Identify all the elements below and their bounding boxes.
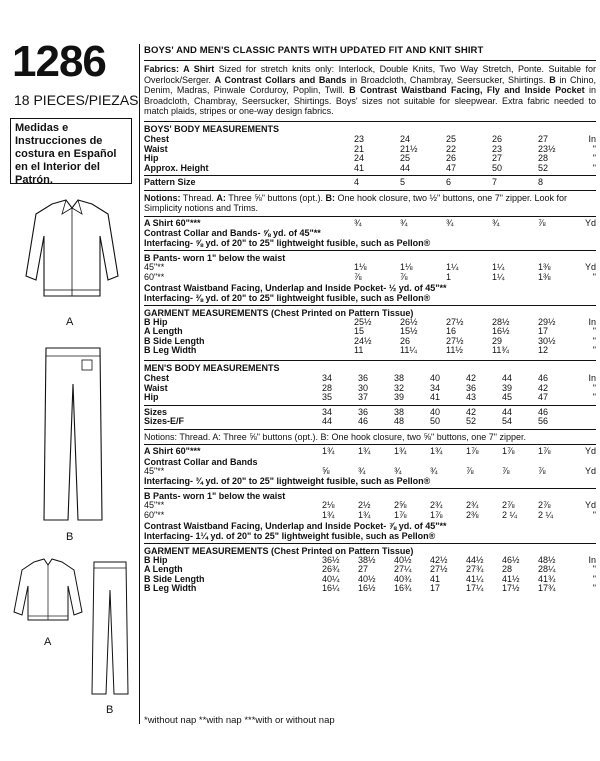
mens-pants-contrast: Contrast Waistband Facing, Underlap and Inside Pocket- ⅞ yd. of 45"** xyxy=(144,520,447,531)
table-cell: 34 xyxy=(322,406,333,417)
table-cell: 24 xyxy=(354,153,365,164)
table-cell: 24 xyxy=(400,133,411,144)
table-cell: 26½ xyxy=(400,316,418,327)
table-cell: 39 xyxy=(502,382,513,393)
boys-pants-table xyxy=(144,263,596,282)
table-cell: 17¾ xyxy=(538,583,556,594)
table-row xyxy=(144,164,596,174)
unit-cell xyxy=(584,178,596,188)
unit-cell: " xyxy=(592,162,596,173)
unit-cell: " xyxy=(592,335,596,346)
table-cell: 27½ xyxy=(446,335,464,346)
unit-cell: Yd xyxy=(584,262,596,273)
table-cell: ⅝ xyxy=(322,465,330,476)
table-cell: 17 xyxy=(430,583,441,594)
table-cell: 28 xyxy=(502,564,513,575)
table-cell: 27 xyxy=(492,153,503,164)
table-cell: 29 xyxy=(492,335,503,346)
unit-cell: " xyxy=(592,392,596,403)
table-cell: 41½ xyxy=(502,573,520,584)
table-cell: 2 ¼ xyxy=(502,510,518,521)
table-cell: 29½ xyxy=(538,316,556,327)
table-cell: 27¾ xyxy=(466,564,484,575)
table-row xyxy=(144,135,596,145)
pattern-title: BOYS' AND MEN'S CLASSIC PANTS WITH UPDATED FIT AND KNIT SHIRT xyxy=(144,44,596,61)
row-label: 60"** xyxy=(144,510,165,521)
mens-pants-interfacing: Interfacing- 1¼ yd. of 20" to 25" lightweight fusible, such as Pellon® xyxy=(144,530,436,541)
boys-pants-heading: B Pants- worn 1" below the waist xyxy=(144,253,286,264)
table-cell: 1¼ xyxy=(492,271,505,282)
table-row xyxy=(144,408,596,418)
mens-section xyxy=(144,360,596,594)
unit-cell: " xyxy=(592,573,596,584)
table-cell: 34 xyxy=(430,382,441,393)
rule xyxy=(144,250,596,251)
table-cell: 2¾ xyxy=(430,500,443,511)
info-column xyxy=(144,44,596,594)
table-row xyxy=(144,178,596,188)
table-cell: 41 xyxy=(430,392,441,403)
table-cell: 11 xyxy=(354,345,364,356)
fabrics-text-3: in Chino, Denim, Madras, Pinwale Corduroy, Poplin, Twill. xyxy=(144,74,596,96)
mens-heading: MEN'S BODY MEASUREMENTS xyxy=(144,362,280,373)
table-cell: 27¼ xyxy=(394,564,412,575)
mens-shirt-table xyxy=(144,447,596,457)
table-cell: 1¾ xyxy=(358,446,371,457)
unit-cell: " xyxy=(592,153,596,164)
table-cell: 46 xyxy=(358,416,369,427)
table-cell: 43 xyxy=(466,392,477,403)
row-label: B Leg Width xyxy=(144,583,197,594)
table-cell: 23½ xyxy=(538,143,556,154)
table-cell: 39 xyxy=(394,392,405,403)
table-cell: 35 xyxy=(322,392,333,403)
table-cell: ⅞ xyxy=(466,465,474,476)
notions-b-label: B: xyxy=(325,192,335,203)
table-cell: 42 xyxy=(538,382,549,393)
table-cell: ⅞ xyxy=(538,217,546,228)
rule xyxy=(144,216,596,217)
table-cell: 28¼ xyxy=(538,564,556,575)
table-cell: ¾ xyxy=(394,465,402,476)
rule xyxy=(144,405,596,406)
table-cell: 23 xyxy=(354,133,365,144)
boys-heading: BOYS' BODY MEASUREMENTS xyxy=(144,123,279,134)
unit-cell: " xyxy=(592,382,596,393)
table-cell: 1¾ xyxy=(322,510,335,521)
fabrics-label: Fabrics: A Shirt xyxy=(144,64,215,74)
mens-contrast-heading: Contrast Collar and Bands xyxy=(144,456,258,467)
table-cell: 40 xyxy=(430,372,441,383)
figure-a-boys-shirt xyxy=(22,196,122,308)
table-cell: 38 xyxy=(394,372,405,383)
row-label: Sizes-E/F xyxy=(144,416,185,427)
footnote: *without nap **with nap ***with or without nap xyxy=(144,715,335,726)
spanish-note-box: Medidas e Instrucciones de costura en Español en el Interior del Patrón. xyxy=(10,118,132,184)
table-cell: 38½ xyxy=(358,554,376,565)
unit-cell: " xyxy=(592,326,596,337)
table-row xyxy=(144,584,596,594)
mens-notions: Notions: Thread. A: Three ⅝" buttons (opt.). B: One hook closure, two ⅝" buttons, one 7" zipper. xyxy=(144,431,526,442)
row-label: Approx. Height xyxy=(144,162,209,173)
table-cell: 15½ xyxy=(400,326,418,337)
unit-cell: " xyxy=(592,510,596,521)
table-cell: ¾ xyxy=(430,465,438,476)
table-cell: 2 ¼ xyxy=(538,510,554,521)
table-cell: 50 xyxy=(430,416,441,427)
table-cell: 25½ xyxy=(354,316,372,327)
row-label: Hip xyxy=(144,153,159,164)
table-cell: 21 xyxy=(354,143,365,154)
row-label: A Shirt 60"*** xyxy=(144,446,201,457)
table-cell: 1⅞ xyxy=(538,446,551,457)
table-cell: 36 xyxy=(358,406,369,417)
table-cell: 17¼ xyxy=(466,583,484,594)
unit-cell: Yd xyxy=(584,465,596,476)
table-cell: ¾ xyxy=(358,465,366,476)
notions-b-text: One hook closure, two ½" buttons, one 7" zipper. Look for Simplicity notions and Trims. xyxy=(144,192,567,214)
boys-size-table xyxy=(144,178,596,188)
table-cell: 16½ xyxy=(358,583,376,594)
table-cell: 38 xyxy=(394,406,405,417)
table-row xyxy=(144,145,596,155)
table-cell: 47 xyxy=(538,392,549,403)
table-row xyxy=(144,417,596,427)
table-cell: 1¾ xyxy=(322,446,335,457)
table-row xyxy=(144,346,596,356)
table-row xyxy=(144,263,596,273)
rule xyxy=(144,444,596,445)
row-label: A Shirt 60"*** xyxy=(144,217,201,228)
table-cell: 36 xyxy=(358,372,369,383)
rule xyxy=(144,305,596,306)
unit-cell: " xyxy=(592,271,596,282)
table-cell: 42 xyxy=(466,372,477,383)
table-cell: 15 xyxy=(354,326,365,337)
row-label: 60"** xyxy=(144,271,165,282)
table-cell: 4 xyxy=(354,177,360,188)
figure-label-a1: A xyxy=(66,316,74,328)
table-cell: 44 xyxy=(502,406,513,417)
table-row xyxy=(144,337,596,347)
table-cell: 22 xyxy=(446,143,457,154)
table-cell: ¾ xyxy=(492,217,500,228)
boys-body-table xyxy=(144,135,596,173)
boys-section xyxy=(144,121,596,356)
table-cell: 40¾ xyxy=(394,573,412,584)
table-cell: 2½ xyxy=(358,500,371,511)
table-cell: 2¾ xyxy=(466,500,479,511)
rule xyxy=(144,190,596,191)
table-row xyxy=(144,556,596,566)
boys-pants-contrast: Contrast Waistband Facing, Underlap and Inside Pocket- ½ yd. of 45"** xyxy=(144,282,447,293)
table-cell: 50 xyxy=(492,162,503,173)
table-cell: 56 xyxy=(538,416,549,427)
boys-pants-interfacing: Interfacing- ⅜ yd. of 20" to 25" lightweight fusible, such as Pellon® xyxy=(144,292,431,303)
table-cell: 1⅞ xyxy=(502,446,515,457)
unit-cell: In xyxy=(588,133,596,144)
table-cell: 40¼ xyxy=(322,573,340,584)
table-row xyxy=(144,467,596,477)
table-cell: 48½ xyxy=(538,554,556,565)
unit-cell: In xyxy=(588,316,596,327)
mens-body-table xyxy=(144,374,596,403)
row-label: B Leg Width xyxy=(144,345,197,356)
table-row xyxy=(144,219,596,229)
table-row xyxy=(144,447,596,457)
mens-size-table xyxy=(144,408,596,427)
table-cell: 48 xyxy=(394,416,405,427)
boys-garment-heading: GARMENT MEASUREMENTS (Chest Printed on Pattern Tissue) xyxy=(144,307,414,318)
mens-garment-heading: GARMENT MEASUREMENTS (Chest Printed on Pattern Tissue) xyxy=(144,545,414,556)
table-cell: 41¾ xyxy=(538,573,556,584)
table-cell: 1⅜ xyxy=(538,262,551,273)
table-cell: 6 xyxy=(446,177,452,188)
fabrics-paragraph xyxy=(144,64,596,117)
table-cell: 21½ xyxy=(400,143,418,154)
fabrics-label-3: B xyxy=(549,74,556,85)
row-label: 45"** xyxy=(144,465,165,476)
table-cell: 46 xyxy=(538,406,549,417)
table-cell: 44 xyxy=(502,372,513,383)
table-cell: 40 xyxy=(430,406,441,417)
fabrics-label-2: A Contrast Collars and Bands xyxy=(214,74,347,85)
table-cell: 26 xyxy=(446,153,457,164)
table-row xyxy=(144,511,596,521)
table-cell: 26¾ xyxy=(322,564,340,575)
row-label: B Hip xyxy=(144,554,168,565)
table-cell: 17½ xyxy=(502,583,520,594)
row-label: 45"** xyxy=(144,500,165,511)
row-label: A Length xyxy=(144,326,183,337)
table-cell: 46 xyxy=(538,372,549,383)
boys-notions xyxy=(144,193,596,214)
table-cell: 17 xyxy=(538,326,549,337)
table-cell: 8 xyxy=(538,177,544,188)
fabrics-label-4: B Contrast Waistband Facing, Fly and Inside Pocket xyxy=(349,85,585,96)
table-cell: 2⅝ xyxy=(394,500,407,511)
figure-label-b2: B xyxy=(106,704,114,716)
mens-garment-table xyxy=(144,556,596,594)
table-cell: 42½ xyxy=(430,554,448,565)
table-cell: 26 xyxy=(400,335,411,346)
table-cell: 11½ xyxy=(446,345,463,356)
notions-text: Thread. xyxy=(180,192,217,203)
table-cell: 54 xyxy=(502,416,513,427)
table-cell: 30½ xyxy=(538,335,556,346)
table-cell: 42 xyxy=(466,406,477,417)
rule xyxy=(144,543,596,544)
table-cell: 7 xyxy=(492,177,498,188)
mens-contrast-table xyxy=(144,467,596,477)
table-cell: 1 xyxy=(446,271,452,282)
table-cell: 2⅛ xyxy=(322,500,335,511)
table-cell: 47 xyxy=(446,162,457,173)
table-cell: 37 xyxy=(358,392,369,403)
table-cell: 16¼ xyxy=(322,583,340,594)
table-cell: 27½ xyxy=(446,316,464,327)
table-cell: 41 xyxy=(354,162,365,173)
row-label: Chest xyxy=(144,133,170,144)
table-cell: 11¼ xyxy=(400,345,417,356)
table-cell: 12 xyxy=(538,345,549,356)
table-cell: ⅞ xyxy=(502,465,510,476)
table-cell: 23 xyxy=(492,143,503,154)
table-cell: 1⅛ xyxy=(354,262,367,273)
row-label: Hip xyxy=(144,392,159,403)
unit-cell: Yd xyxy=(584,446,596,457)
table-cell: 40½ xyxy=(394,554,412,565)
table-cell: 2⅞ xyxy=(538,500,551,511)
unit-cell: " xyxy=(592,345,596,356)
table-cell: 27 xyxy=(538,133,549,144)
table-cell: 1¾ xyxy=(358,510,371,521)
rule xyxy=(144,488,596,489)
unit-cell: In xyxy=(588,554,596,565)
table-cell: ⅞ xyxy=(400,271,408,282)
table-cell: 1⅞ xyxy=(466,446,479,457)
table-cell: 1⅛ xyxy=(400,262,413,273)
pieces-count: 18 PIECES/PIEZAS xyxy=(14,92,139,108)
table-row xyxy=(144,374,596,384)
table-cell: 36 xyxy=(466,382,477,393)
mens-pants-heading: B Pants- worn 1" below the waist xyxy=(144,491,286,502)
table-cell: 28½ xyxy=(492,316,510,327)
table-cell: 44 xyxy=(322,416,333,427)
table-cell: 26 xyxy=(492,133,503,144)
table-cell: 2⅞ xyxy=(502,500,515,511)
fabrics-text-2: in Broadcloth, Chambray, Seersucker, Shirtings. xyxy=(346,74,550,85)
notions-a-label: A: xyxy=(216,192,226,203)
notions-label: Notions: xyxy=(144,192,181,203)
row-label: B Side Length xyxy=(144,573,205,584)
table-row xyxy=(144,384,596,394)
table-row xyxy=(144,318,596,328)
table-cell: 1¾ xyxy=(430,446,443,457)
table-cell: 44½ xyxy=(466,554,484,565)
mens-pants-table xyxy=(144,501,596,520)
table-cell: 46½ xyxy=(502,554,520,565)
figure-label-a2: A xyxy=(44,636,52,648)
figure-a-mens-shirt xyxy=(12,556,84,628)
unit-cell xyxy=(574,417,596,427)
table-cell: 11¾ xyxy=(492,345,509,356)
fabrics-text-1: Sized for stretch knits only: Interlock, Double Knits, Two Way Stretch, Ponte. Suitable for Overlock/Serger. xyxy=(144,64,596,85)
row-label: Chest xyxy=(144,372,170,383)
figure-b-mens-pants xyxy=(90,560,130,696)
table-cell: 52 xyxy=(538,162,549,173)
table-row xyxy=(144,273,596,283)
table-cell: 25 xyxy=(400,153,411,164)
unit-cell: In xyxy=(588,372,596,383)
figure-b-boys-pants xyxy=(38,344,108,524)
row-label: B Hip xyxy=(144,316,168,327)
table-cell: 41 xyxy=(430,573,441,584)
table-cell: ⅞ xyxy=(354,271,362,282)
table-cell: 27 xyxy=(358,564,369,575)
table-cell: 27½ xyxy=(430,564,448,575)
boys-shirt-table xyxy=(144,219,596,229)
unit-cell xyxy=(574,408,596,418)
table-cell: 16½ xyxy=(492,326,510,337)
table-cell: ⅞ xyxy=(538,465,546,476)
table-cell: 52 xyxy=(466,416,477,427)
table-cell: ¾ xyxy=(354,217,362,228)
unit-cell: " xyxy=(592,143,596,154)
table-cell: 44 xyxy=(400,162,411,173)
table-cell: 28 xyxy=(322,382,333,393)
rule xyxy=(144,175,596,176)
divider-line xyxy=(139,44,140,724)
table-cell: 1⅜ xyxy=(538,271,551,282)
row-label: B Side Length xyxy=(144,335,205,346)
table-cell: 40½ xyxy=(358,573,376,584)
figure-label-b1: B xyxy=(66,531,74,543)
table-cell: ¾ xyxy=(446,217,454,228)
table-cell: 34 xyxy=(322,372,333,383)
table-cell: 24½ xyxy=(354,335,372,346)
rule xyxy=(144,429,596,430)
table-cell: 5 xyxy=(400,177,406,188)
row-label: Sizes xyxy=(144,406,168,417)
mens-interfacing: Interfacing- ¾ yd. of 20" to 25" lightweight fusible, such as Pellon® xyxy=(144,476,431,487)
table-cell: 1⅞ xyxy=(394,510,407,521)
table-cell: 30 xyxy=(358,382,369,393)
pattern-number: 1286 xyxy=(12,37,106,86)
row-label: Waist xyxy=(144,382,168,393)
table-cell: ¾ xyxy=(400,217,408,228)
table-cell: 28 xyxy=(538,153,549,164)
row-label: 45"** xyxy=(144,262,165,273)
table-cell: 16¾ xyxy=(394,583,412,594)
boys-interfacing: Interfacing- ⅝ yd. of 20" to 25" lightweight fusible, such as Pellon® xyxy=(144,238,431,249)
table-cell: 25 xyxy=(446,133,457,144)
table-cell: 36½ xyxy=(322,554,340,565)
boys-garment-table xyxy=(144,318,596,356)
table-cell: 41¼ xyxy=(466,573,484,584)
table-cell: 1¼ xyxy=(492,262,505,273)
table-cell: 1⅞ xyxy=(430,510,443,521)
unit-cell: Yd xyxy=(584,500,596,511)
table-cell: 16 xyxy=(446,326,457,337)
table-cell: 2⅜ xyxy=(466,510,479,521)
unit-cell: " xyxy=(592,583,596,594)
row-label: Waist xyxy=(144,143,168,154)
fabrics-text-4: in Broadcloth, Chambray, Seersucker, Shirtings. Boys' sizes not suitable for sleepwear. Extra fabric needed to match plaids, stripes or one-way design fabrics. xyxy=(144,85,596,117)
table-cell: 1¾ xyxy=(394,446,407,457)
unit-cell: " xyxy=(592,564,596,575)
table-cell: 1¼ xyxy=(446,262,459,273)
unit-cell: Yd xyxy=(584,217,596,228)
table-cell: 45 xyxy=(502,392,513,403)
table-row xyxy=(144,393,596,403)
table-row xyxy=(144,154,596,164)
row-label: Pattern Size xyxy=(144,177,196,188)
row-label: A Length xyxy=(144,564,183,575)
table-cell: 32 xyxy=(394,382,405,393)
boys-contrast: Contrast Collar and Bands- ⅝ yd. of 45"** xyxy=(144,228,321,239)
notions-a-text: Three ⅝" buttons (opt.). xyxy=(225,192,326,203)
